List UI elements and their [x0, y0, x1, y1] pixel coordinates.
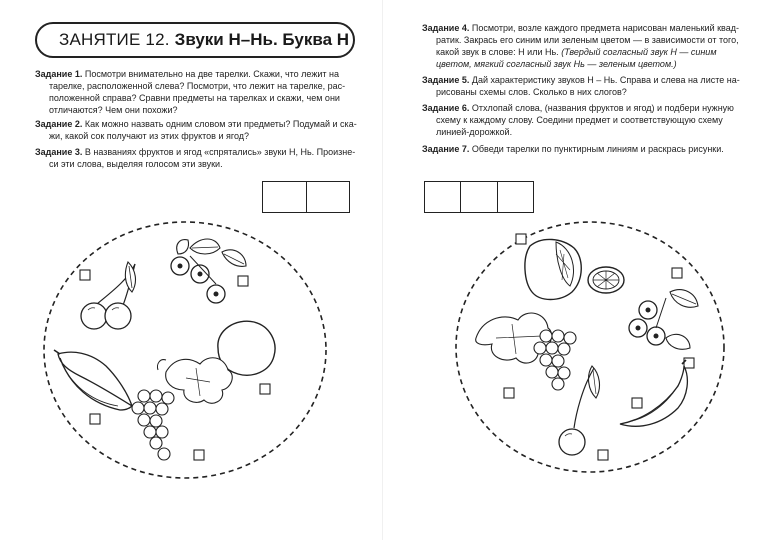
task-2-label: Задание 2.	[35, 119, 83, 129]
task-7	[422, 143, 724, 155]
task-6-line-1: Отхлопай слова, (названия фруктов и ягод) и подбери нужную	[471, 103, 734, 113]
task-4-line-1: Посмотри, возле каждого предмета нарисован маленький квад-	[471, 23, 739, 33]
task-3	[35, 146, 355, 170]
banana-icon	[54, 350, 132, 410]
task-7-line-1: Обведи тарелки по пунктирным линиям и раскрась рисунки.	[471, 144, 724, 154]
task-5-line-1: Дай характеристику звуков Н – Нь. Справа и слева на листе на-	[471, 75, 740, 85]
page-fold	[382, 0, 383, 540]
task-1-line-3: положенной справа? Сравни предметы на тарелках и скажи, чем они	[49, 93, 340, 103]
task-5-line-2: рисованы схемы слов. Сколько в них слогов?	[436, 87, 627, 97]
sound-checkbox[interactable]	[90, 414, 100, 424]
scheme-cell[interactable]	[263, 182, 306, 212]
scheme-cell[interactable]	[460, 182, 496, 212]
task-3-line-2: си эти слова, выделяя голосом эти звуки.	[49, 159, 223, 169]
lemon-half-icon	[525, 239, 581, 299]
task-6	[422, 102, 734, 138]
task-4	[422, 22, 739, 70]
scheme-cell[interactable]	[497, 182, 533, 212]
lesson-title	[35, 22, 355, 58]
task-1-line-1: Посмотри внимательно на две тарелки. Скажи, что лежит на	[84, 69, 339, 79]
scheme-cell[interactable]	[425, 182, 460, 212]
grapes-icon	[476, 313, 576, 390]
task-4-italic-2: цветом, мягкий согласный звук Нь — зеленым цветом.)	[436, 59, 677, 69]
sound-checkbox[interactable]	[260, 384, 270, 394]
grapes-icon	[132, 358, 232, 460]
blueberries-icon	[171, 239, 246, 303]
lesson-number: ЗАНЯТИЕ 12.	[59, 30, 170, 49]
sound-checkbox[interactable]	[238, 276, 248, 286]
task-1-line-2: тарелке, расположенной слева? Посмотри, что лежит на тарелке, рас-	[49, 81, 346, 91]
sound-checkbox[interactable]	[194, 450, 204, 460]
task-3-label: Задание 3.	[35, 147, 83, 157]
task-4-italic-1: (Твердый согласный звук Н — синим	[561, 47, 717, 57]
task-4-line-3: какой звук в слове: Н или Нь.	[436, 47, 559, 57]
sound-checkbox[interactable]	[672, 268, 682, 278]
task-7-label: Задание 7.	[422, 144, 470, 154]
sound-checkbox[interactable]	[80, 270, 90, 280]
task-6-label: Задание 6.	[422, 103, 470, 113]
right-plate[interactable]	[452, 218, 728, 476]
task-4-line-2: ратик. Закрась его синим или зеленым цветом — в зависимости от того,	[436, 35, 739, 45]
task-2-line-2: жи, какой сок получают из этих фруктов и ягод?	[49, 131, 250, 141]
task-3-line-1: В названиях фруктов и ягод «спрятались» звуки Н, Нь. Произне-	[84, 147, 356, 157]
scheme-cell[interactable]	[306, 182, 350, 212]
banana-icon	[620, 360, 687, 426]
task-5	[422, 74, 740, 98]
task-2-line-1: Как можно назвать одним словом эти предметы? Подумай и ска-	[84, 119, 357, 129]
left-plate[interactable]	[40, 218, 330, 482]
task-6-line-3: линией-дорожкой.	[436, 127, 513, 137]
orange-slice-icon	[588, 267, 624, 293]
right-syllable-scheme[interactable]	[424, 181, 534, 213]
sound-checkbox[interactable]	[516, 234, 526, 244]
sound-checkbox[interactable]	[598, 450, 608, 460]
task-4-label: Задание 4.	[422, 23, 470, 33]
blueberries-icon	[629, 290, 698, 350]
task-2	[35, 118, 357, 142]
sound-checkbox[interactable]	[632, 398, 642, 408]
sound-checkbox[interactable]	[504, 388, 514, 398]
task-6-line-2: схему к каждому слову. Соедини предмет и соответствующую схему	[436, 115, 723, 125]
left-syllable-scheme[interactable]	[262, 181, 350, 213]
task-1	[35, 68, 345, 116]
task-1-line-4: отличаются? Чем они похожи?	[49, 105, 178, 115]
task-5-label: Задание 5.	[422, 75, 470, 85]
lesson-topic: Звуки Н–Нь. Буква Н	[174, 30, 350, 49]
task-1-label: Задание 1.	[35, 69, 83, 79]
